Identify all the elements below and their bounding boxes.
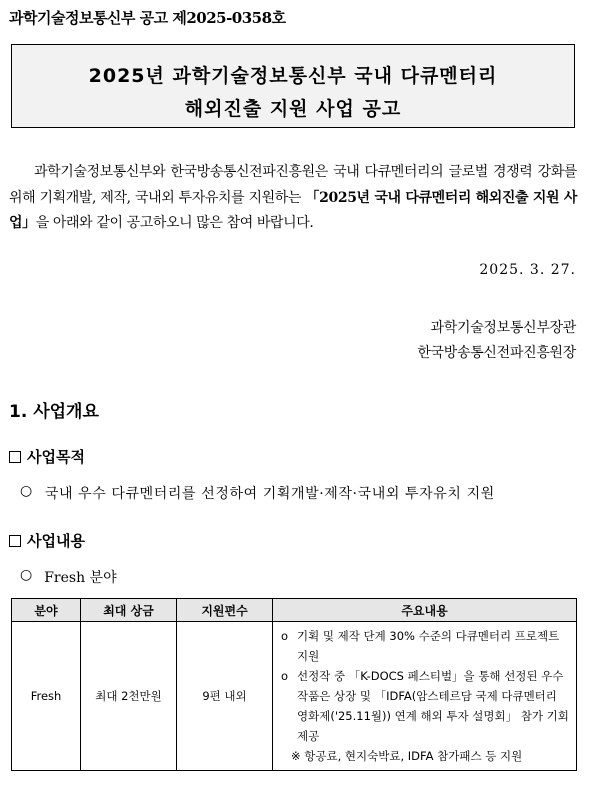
- header-max-prize: 최대 상금: [81, 599, 177, 622]
- support-table: [11, 598, 577, 771]
- detail-bullet: o: [281, 629, 289, 643]
- cell-field: Fresh: [12, 622, 81, 771]
- detail-bullet: o: [281, 669, 289, 683]
- header-field: 분야: [12, 599, 81, 622]
- header-count: 지원편수: [177, 599, 273, 622]
- circle-bullet-icon: ○: [20, 567, 33, 583]
- cell-details: [273, 622, 577, 771]
- title-line-2: 해외진출 지원 사업 공고: [184, 98, 402, 120]
- detail-note: ※ 항공료, 현지숙박료, IDFA 참가패스 등 지원: [291, 749, 523, 763]
- title-line-1: 2025년 과학기술정보통신부 국내 다큐멘터리: [88, 65, 498, 87]
- purpose-text: 국내 우수 다큐멘터리를 선정하여 기획개발·제작·국내외 투자유치 지원: [44, 486, 495, 502]
- subheading-purpose: [9, 446, 85, 467]
- intro-text-1: 과학기술정보통신부와 한국방송통신전파진흥원은 국내 다큐멘터리의 글로벌 경쟁력 강화를 위해 기획개발, 제작, 국내외 투자유치를 지원하는: [9, 164, 577, 206]
- circle-bullet-icon: ○: [20, 483, 33, 499]
- signatory-minister: 과학기술정보통신부장관: [430, 320, 576, 336]
- subheading-purpose-label: 사업목적: [27, 448, 85, 466]
- cell-count: 9편 내외: [177, 622, 273, 771]
- detail-text: 기획 및 제작 단계 30% 수준의 다큐멘터리 프로젝트 지원: [297, 629, 560, 663]
- intro-text-2: 을 아래와 같이 공고하오니 많은 참여 바랍니다.: [35, 215, 314, 231]
- notice-number: 과학기술정보통신부 공고 제2025-0358호: [9, 9, 286, 27]
- detail-text: 선정작 중 「K-DOCS 페스티벌」을 통해 선정된 우수작품은 상장 및 「IDFA(암스테르담 국제 다큐멘터리 영화제('25.11월)) 연계 해외 투자 설명회」 참가 기회 제공: [297, 669, 569, 743]
- square-bullet-icon: [9, 451, 21, 463]
- table-row: [12, 622, 577, 771]
- announcement-date: 2025. 3. 27.: [479, 262, 576, 278]
- signatory-agency-head: 한국방송통신전파진흥원장: [417, 345, 576, 361]
- intro-program-name: 「2025년 국내 다큐멘터리 해외진출 지원 사업」: [9, 189, 577, 231]
- purpose-bullet: [20, 483, 495, 503]
- detail-item: [281, 626, 570, 666]
- header-details: 주요내용: [273, 599, 577, 622]
- content-text: Fresh 분야: [44, 570, 117, 586]
- subheading-content-label: 사업내용: [27, 532, 85, 550]
- detail-item: [281, 666, 570, 746]
- subheading-content: [9, 530, 85, 551]
- title-box: [11, 44, 575, 128]
- section-heading-overview: 1. 사업개요: [9, 402, 99, 422]
- intro-paragraph: [9, 160, 577, 237]
- cell-max-prize: 최대 2천만원: [81, 622, 177, 771]
- table-header-row: [12, 599, 577, 622]
- square-bullet-icon: [9, 535, 21, 547]
- content-bullet: [20, 567, 117, 587]
